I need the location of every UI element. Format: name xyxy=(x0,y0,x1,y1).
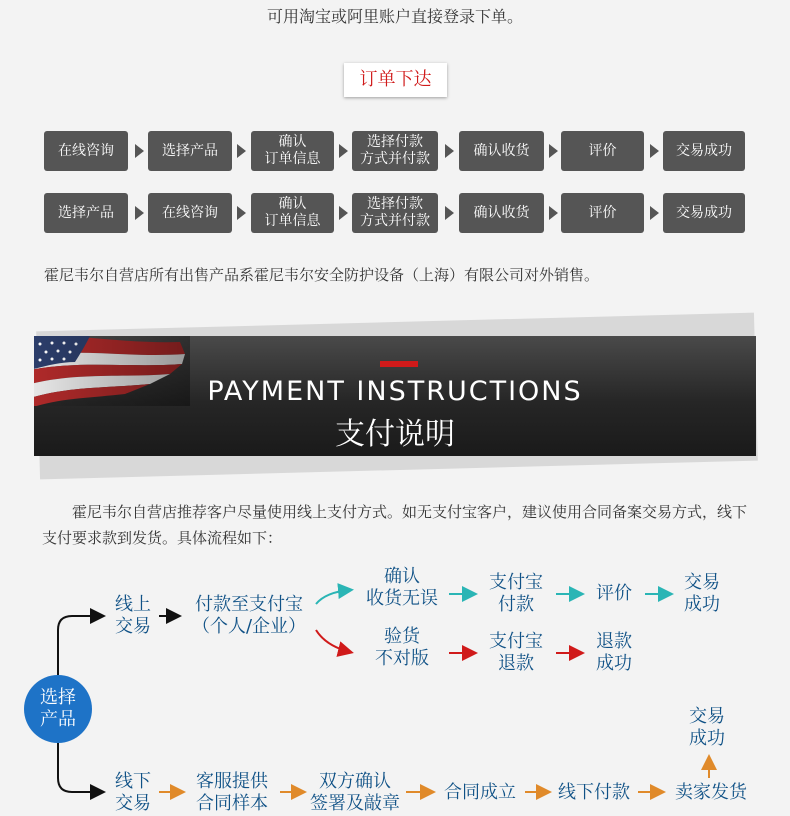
banner-title-cn: 支付说明 xyxy=(335,417,455,452)
flow-step: 选择产品 xyxy=(44,193,128,233)
flow-step: 选择产品 xyxy=(148,131,232,171)
sign-stamp-label: 双方确认 签署及敲章 xyxy=(310,771,400,814)
intro-text: 霍尼韦尔自营店推荐客户尽量使用线上支付方式。如无支付宝客户，建议使用合同备案交易方式，线下支付要求款到发货。具体流程如下： xyxy=(42,503,748,547)
company-note: 霍尼韦尔自营店所有出售产品系霍尼韦尔安全防护设备（上海）有限公司对外销售。 xyxy=(44,266,600,284)
trade-success-label: 交易 成功 xyxy=(684,572,720,615)
flow-step: 确认 订单信息 xyxy=(251,131,334,171)
start-select-product: 选择 产品 xyxy=(24,675,92,743)
pay-alipay-label: 付款至支付宝 （个人/企业） xyxy=(191,594,307,637)
contract-established-label: 合同成立 xyxy=(444,782,516,803)
banner-title-en: PAYMENT INSTRUCTIONS xyxy=(207,376,583,407)
flow-step: 确认 订单信息 xyxy=(251,193,334,233)
flow-step: 评价 xyxy=(561,131,644,171)
seller-ship-label: 卖家发货 xyxy=(675,782,747,803)
offline-trade-label: 线下 交易 xyxy=(115,771,151,814)
flow-step: 确认收货 xyxy=(459,131,544,171)
inspect-mismatch-label: 验货 不对版 xyxy=(375,626,429,669)
confirm-receipt-label: 确认 收货无误 xyxy=(366,566,438,609)
online-trade-label: 线上 交易 xyxy=(115,594,151,637)
rate-label: 评价 xyxy=(596,583,632,604)
flow-step: 在线咨询 xyxy=(148,193,232,233)
alipay-pay-label: 支付宝 付款 xyxy=(489,572,543,615)
contract-sample-label: 客服提供 合同样本 xyxy=(196,771,268,814)
flow-step: 在线咨询 xyxy=(44,131,128,171)
flow-step: 交易成功 xyxy=(663,193,745,233)
flow-step: 评价 xyxy=(561,193,644,233)
trade-success-offline-label: 交易 成功 xyxy=(689,706,725,749)
order-button[interactable]: 订单下达 xyxy=(344,63,447,97)
refund-success-label: 退款 成功 xyxy=(596,631,632,674)
flow-step: 交易成功 xyxy=(663,131,745,171)
offline-payment-label: 线下付款 xyxy=(558,782,630,803)
flow-step: 确认收货 xyxy=(459,193,544,233)
flow-step: 选择付款 方式并付款 xyxy=(352,193,438,233)
alipay-refund-label: 支付宝 退款 xyxy=(489,631,543,674)
login-hint: 可用淘宝或阿里账户直接登录下单。 xyxy=(266,7,523,26)
flow-step: 选择付款 方式并付款 xyxy=(352,131,438,171)
